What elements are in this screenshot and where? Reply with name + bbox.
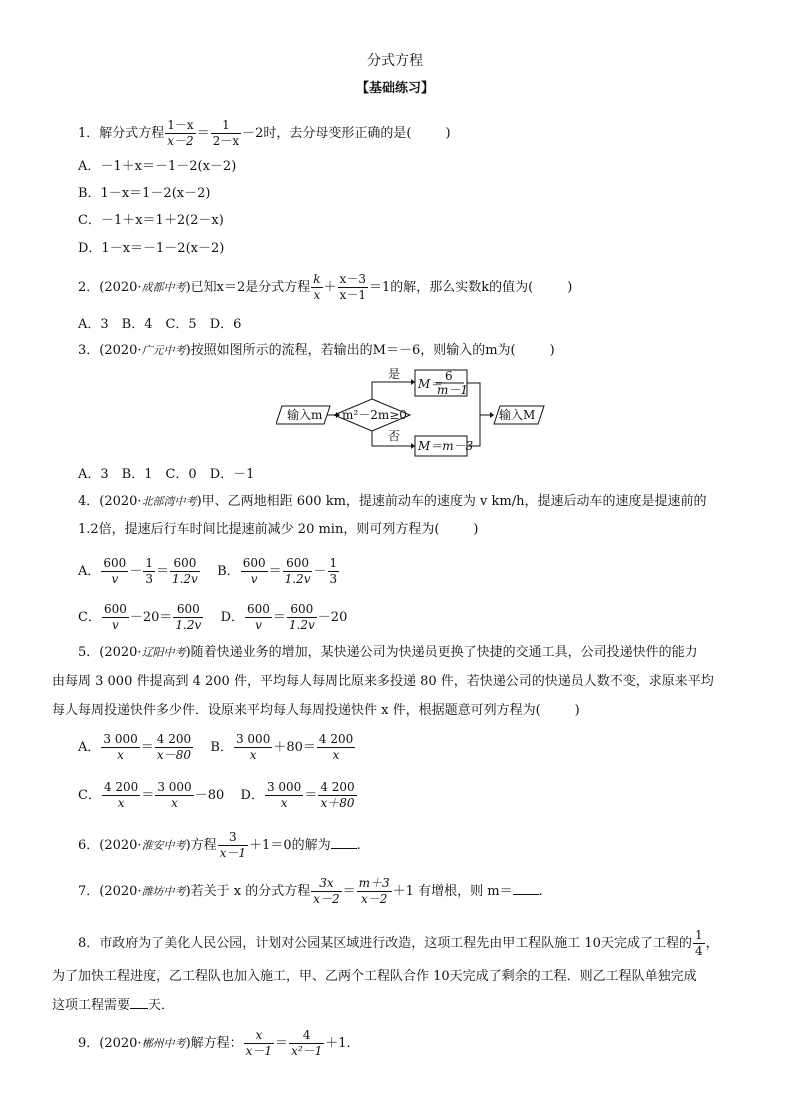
question-8-line-2: 为了加快工程进度，乙工程队也加入施工，甲、乙两个工程队合作 10天完成了剩余的工程．则乙工程队单独完成 bbox=[52, 969, 697, 984]
flow-top-lhs: M＝ bbox=[418, 377, 443, 391]
q2-fraction-1: $\frac{k}{x}$ bbox=[313, 272, 321, 302]
q4-source: 北部湾中考 bbox=[141, 495, 197, 508]
question-4-line-1: 4．(2020·北部湾中考)甲、乙两地相距 600 km，提速前动车的速度为 v km/h，提速后动车的速度是提速前的 bbox=[78, 494, 707, 509]
flow-no-label: 否 bbox=[388, 429, 401, 443]
q1-option-b: B．1－x＝1－2(x－2) bbox=[78, 186, 211, 201]
q2-options: A．3 B．4 C．5 D．6 bbox=[78, 317, 242, 332]
flow-top-den: m－1 bbox=[437, 383, 469, 397]
question-4-line-2: 1.2倍，提速后行车时间比提速前减少 20 min，则可列方程为( ) bbox=[78, 522, 479, 537]
q9-source: 郴州中考 bbox=[141, 1037, 186, 1050]
flowchart bbox=[276, 366, 546, 458]
q7-source: 潍坊中考 bbox=[141, 885, 186, 898]
question-5-line-3: 每人每周投递快件多少件．设原来平均每人每周投递快件 x 件，根据题意可列方程为( ) bbox=[52, 703, 580, 718]
question-5-line-2: 由每周 3 000 件提高到 4 200 件，平均每人每周比原来多投递 80 件，若快递公司的快递员人数不变，求原来平均 bbox=[52, 674, 714, 689]
flow-condition-label: m²－2m≥0 bbox=[342, 408, 407, 422]
q5-options-ab: A． $\frac{3 000}{x}$ ＝ $\frac{4 200}{x-80}$ B． $\frac{3 000}{x}$ ＋80＝ $\frac{4 200}{x}$ bbox=[78, 732, 354, 762]
question-7: 7．(2020·潍坊中考)若关于 x 的分式方程 $\frac{3x}{x-2}$ ＝ $\frac{m+3}{x-2}$ ＋1 有增根，则 m＝ . bbox=[78, 876, 543, 906]
q1-fraction-1: $\frac{1-x}{x-2}$ bbox=[167, 118, 194, 148]
q7-answer-blank[interactable] bbox=[513, 882, 539, 895]
q1-fraction-2: $\frac{1}{2-x}$ bbox=[212, 118, 240, 148]
q3-options: A．3 B．1 C．0 D．－1 bbox=[78, 467, 255, 482]
question-1: 1．解分式方程 $\frac{1-x}{x-2}$ ＝ $\frac{1}{2-x}$ －2时，去分母变形正确的是( ) bbox=[78, 118, 451, 148]
question-2: 2．(2020·成都中考)已知x＝2是分式方程 $\frac{k}{x}$ ＋ $\frac{x-3}{x-1}$ ＝1的解，那么实数k的值为( ) bbox=[78, 272, 573, 302]
q1-option-c: C．－1＋x＝1＋2(2－x) bbox=[78, 213, 224, 228]
page-title: 分式方程 bbox=[367, 53, 423, 69]
q1-text: 1．解分式方程 bbox=[78, 126, 165, 141]
q5-options-cd: C． $\frac{4 200}{x}$ ＝ $\frac{3 000}{x}$ －80 D． $\frac{3 000}{x}$ ＝ $\frac{4 200}{x+80}$ bbox=[78, 780, 355, 810]
flow-bottom-label: M＝m－3 bbox=[418, 439, 474, 453]
flow-input-label: 输入m bbox=[287, 408, 323, 422]
flow-top-num: 6 bbox=[445, 369, 453, 383]
question-6: 6．(2020·淮安中考)方程 $\frac{3}{x-1}$ ＋1＝0的解为 . bbox=[78, 830, 361, 860]
q1-option-a: A．－1＋x＝－1－2(x－2) bbox=[78, 159, 237, 174]
question-9: 9．(2020·郴州中考)解方程： $\frac{x}{x-1}$ ＝ $\frac{4}{\text{x²－1}}$ ＋1. bbox=[78, 1028, 351, 1058]
section-heading: 【基础练习】 bbox=[355, 81, 434, 96]
q2-source: 成都中考 bbox=[141, 281, 186, 294]
q4-options-ab: A． $\frac{600}{v}$ － $\frac{1}{3}$ ＝ $\frac{600}{1.2v}$ B． $\frac{600}{v}$ ＝ $\frac{600}{1.2v}$ － $\frac{1}{3}$ bbox=[78, 556, 338, 586]
question-8-line-1: 8．市政府为了美化人民公园，计划对公园某区域进行改造，这项工程先由甲工程队施工 10天完成了工程的 $\frac{1}{4}$ ， bbox=[78, 928, 719, 958]
question-8-line-3: 这项工程需要 天． bbox=[52, 998, 175, 1013]
q2-fraction-2: $\frac{x-3}{x-1}$ bbox=[339, 272, 366, 302]
question-3: 3．(2020·广元中考)按照如图所示的流程，若输出的M＝－6，则输入的m为( ) bbox=[78, 343, 555, 358]
flow-output-label: 输入M bbox=[499, 408, 536, 422]
flow-yes-label: 是 bbox=[388, 367, 401, 381]
q4-options-cd: C． $\frac{600}{v}$ －20＝ $\frac{600}{1.2v}$ D． $\frac{600}{v}$ ＝ $\frac{600}{1.2v}$ －20 bbox=[78, 602, 348, 632]
q5-source: 辽阳中考 bbox=[141, 646, 186, 659]
question-5-line-1: 5．(2020·辽阳中考)随着快递业务的增加，某快递公司为快递员更换了快捷的交通工具，公司投递快件的能力 bbox=[78, 645, 698, 660]
q6-source: 淮安中考 bbox=[141, 839, 186, 852]
q6-answer-blank[interactable] bbox=[331, 836, 357, 849]
q8-answer-blank[interactable] bbox=[130, 996, 148, 1009]
q1-option-d: D．1－x＝－1－2(x－2) bbox=[78, 241, 225, 256]
q3-source: 广元中考 bbox=[141, 344, 186, 357]
